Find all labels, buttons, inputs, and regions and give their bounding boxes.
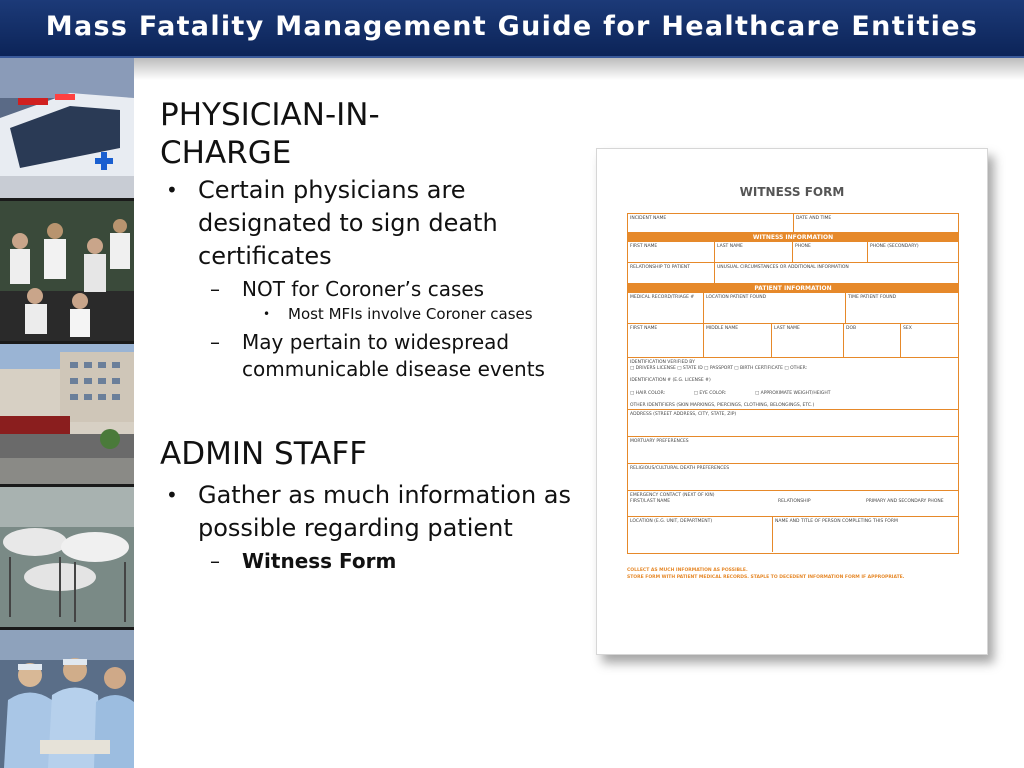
subbullet-communicable <box>160 329 580 383</box>
bullet-text: Certain physicians are designated to sign death certificates <box>198 176 498 270</box>
form-cell <box>704 293 846 323</box>
responders-photo <box>0 201 134 341</box>
bullet-dot-icon: • <box>166 483 178 507</box>
form-label: LOCATION PATIENT FOUND <box>706 295 767 300</box>
form-cell <box>773 517 958 552</box>
form-row <box>628 410 958 437</box>
form-label: IDENTIFICATION VERIFIED BY <box>630 360 695 365</box>
gurneys-photo <box>0 487 134 627</box>
subbullet-text: Witness Form <box>242 549 397 573</box>
form-cell <box>715 263 958 283</box>
form-cell <box>793 242 868 262</box>
subsubbullet-mfi <box>160 303 580 325</box>
form-label: UNUSUAL CIRCUMSTANCES OR ADDITIONAL INFORMATION <box>717 265 849 270</box>
form-label: SEX <box>903 326 912 331</box>
form-label: EMERGENCY CONTACT (NEXT OF KIN) <box>630 493 715 498</box>
subbullet-witness-form <box>160 548 580 575</box>
form-label: ADDRESS (STREET ADDRESS, CITY, STATE, ZIP) <box>630 412 737 417</box>
form-row <box>628 214 958 233</box>
bullet-text: Gather as much information as possible regarding patient <box>198 481 572 542</box>
form-row <box>628 517 958 552</box>
form-row <box>628 263 958 284</box>
form-grid <box>627 213 959 554</box>
form-cell <box>868 242 958 262</box>
witness-form-image <box>596 148 988 655</box>
form-section-header: WITNESS INFORMATION <box>628 233 958 242</box>
form-label: OTHER IDENTIFIERS (SKIN MARKINGS, PIERCINGS, CLOTHING, BELONGINGS, ETC.) <box>630 403 815 408</box>
subbullet-text: May pertain to widespread communicable disease events <box>242 330 545 381</box>
form-label: PHONE (SECONDARY) <box>870 244 919 249</box>
dash-icon: – <box>210 330 220 354</box>
form-row <box>628 293 958 324</box>
bullet-admin <box>160 479 580 545</box>
header-shadow <box>134 58 1024 80</box>
photo-strip <box>0 58 134 768</box>
section-heading-physician: PHYSICIAN-IN-CHARGE <box>160 97 380 171</box>
form-label: MIDDLE NAME <box>706 326 739 331</box>
form-row <box>628 491 958 517</box>
subsubbullet-text: Most MFIs involve Coroner cases <box>288 305 533 323</box>
form-label: LOCATION (E.G. UNIT, DEPARTMENT) <box>630 519 713 524</box>
form-cell <box>844 324 901 357</box>
form-label: □ HAIR COLOR: □ EYE COLOR: □ APPROXIMATE WEIGHT/HEIGHT <box>630 391 831 396</box>
ambulance-photo <box>0 58 134 198</box>
form-row <box>628 464 958 491</box>
hospital-photo <box>0 344 134 484</box>
form-label: LAST NAME <box>774 326 800 331</box>
slide-header <box>0 0 1024 58</box>
form-label: FIRST NAME <box>630 244 658 249</box>
form-label: PHONE <box>795 244 811 249</box>
form-cell <box>628 293 704 323</box>
protective-gear-photo <box>0 630 134 768</box>
form-label: MEDICAL RECORD/TRIAGE # <box>630 295 695 300</box>
form-label: RELATIONSHIP <box>778 499 811 504</box>
form-row <box>628 242 958 263</box>
bullet-dot-icon: • <box>263 307 271 321</box>
bullet-physician <box>160 174 580 273</box>
form-title: WITNESS FORM <box>739 185 845 199</box>
form-note: STORE FORM WITH PATIENT MEDICAL RECORDS. STAPLE TO DECEDENT INFORMATION FORM IF APPROPRIATE. <box>627 575 905 580</box>
subbullet-text: NOT for Coroner’s cases <box>242 277 485 301</box>
form-label: NAME AND TITLE OF PERSON COMPLETING THIS FORM <box>775 519 898 524</box>
form-label: FIRST NAME <box>630 326 658 331</box>
form-cell <box>794 214 958 232</box>
form-label: TIME PATIENT FOUND <box>848 295 897 300</box>
form-section-header: PATIENT INFORMATION <box>628 284 958 293</box>
form-cell <box>715 242 793 262</box>
form-row <box>628 358 958 410</box>
form-label: DOB <box>846 326 857 331</box>
form-row <box>628 437 958 464</box>
form-cell <box>704 324 772 357</box>
form-row <box>628 324 958 358</box>
form-note: COLLECT AS MUCH INFORMATION AS POSSIBLE. <box>627 568 748 573</box>
form-label: LAST NAME <box>717 244 743 249</box>
form-label: PRIMARY AND SECONDARY PHONE <box>866 499 944 504</box>
form-label: DATE AND TIME <box>796 216 832 221</box>
subbullet-coroner <box>160 276 580 303</box>
form-cell <box>772 324 844 357</box>
slide-title: Mass Fatality Management Guide for Healthcare Entities <box>45 11 979 42</box>
form-label: MORTUARY PREFERENCES <box>630 439 689 444</box>
form-label: RELIGIOUS/CULTURAL DEATH PREFERENCES <box>630 466 730 471</box>
form-cell <box>628 263 715 283</box>
form-cell <box>628 517 773 552</box>
form-cell <box>846 293 958 323</box>
form-label: □ DRIVERS LICENSE □ STATE ID □ PASSPORT □ BIRTH CERTIFICATE □ OTHER: <box>630 366 808 371</box>
form-cell <box>628 214 794 232</box>
form-label: IDENTIFICATION # (E.G. LICENSE #) <box>630 378 711 383</box>
form-label: FIRST/LAST NAME <box>630 499 671 504</box>
dash-icon: – <box>210 549 220 573</box>
form-cell <box>628 324 704 357</box>
form-label: INCIDENT NAME <box>630 216 667 221</box>
section-heading-admin: ADMIN STAFF <box>160 436 368 472</box>
form-cell <box>628 242 715 262</box>
form-label: RELATIONSHIP TO PATIENT <box>630 265 690 270</box>
dash-icon: – <box>210 277 220 301</box>
slide-content <box>160 96 580 575</box>
bullet-dot-icon: • <box>166 178 178 202</box>
form-cell <box>901 324 958 357</box>
